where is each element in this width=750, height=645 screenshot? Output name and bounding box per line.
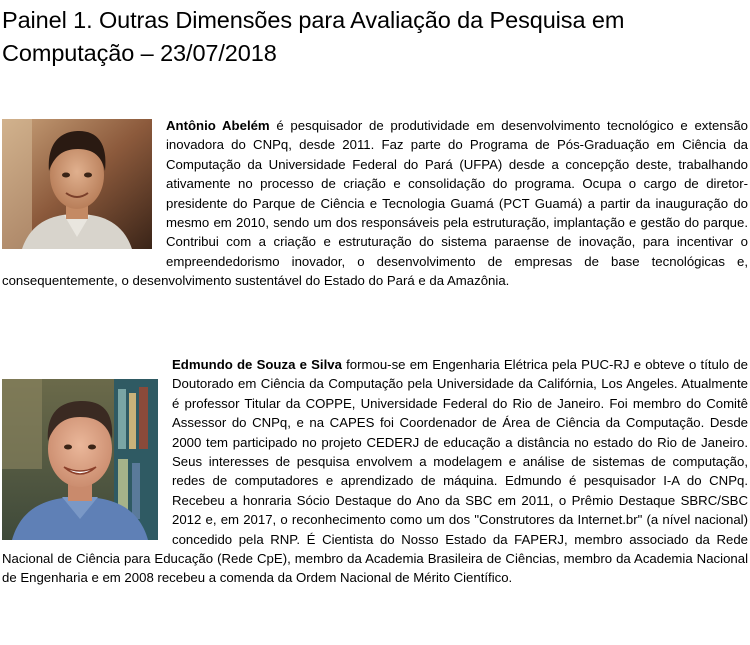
portrait-photo: [2, 119, 152, 249]
page-title: Painel 1. Outras Dimensões para Avaliação da Pesquisa em Computação – 23/07/2018: [2, 7, 625, 66]
bio-name: Edmundo de Souza e Silva: [172, 357, 342, 372]
bio-name: Antônio Abelém: [166, 118, 270, 133]
bio-text: formou-se em Engenharia Elétrica pela PUC-RJ e obteve o título de Doutorado em Ciência da Computação pela Universidade da Califórnia, Los Angeles. Atualmente é professor Titular da COPPE, Universidade Federal do Rio de Janeiro. Foi membro do Comitê Assessor do CNPq, e na CAPES foi Coordenador de Área de Ciência da Computação. Desde 2000 tem participado no projeto CEDERJ de educação a distância no estado do Rio de Janeiro. Seus interesses de pesquisa envolvem a modelagem e análise de sistemas de computação, redes de computadores e aprendizado de máquina. Edmundo é pesquisador I-A do CNPq. Recebeu a honraria Sócio Destaque do Ano da SBC em 2011, o Prêmio Destaque SBRC/SBC 2012 e, em 2017, o reconhecimento como um dos "Construtores da Internet.br" (a nível nacional) concedido pela RNP. É Cientista do Nosso Estado da FAPERJ, membro associado da Rede Nacional de Ciência para Educação (Rede CpE), membro da Academia Brasileira de Ciências, membro da Academia Nacional de Engenharia e em 2008 recebeu a comenda da Ordem Nacional de Mérito Científico.: [2, 357, 748, 586]
bio-edmundo-de-souza-e-silva: [2, 355, 748, 588]
bio-text: é pesquisador de produtividade em desenvolvimento tecnológico e extensão inovadora do CNPq, desde 2011. Faz parte do Programa de Pós-Graduação em Ciência da Computação da Universidade Federal do Pará (UFPA) desde a concepção deste, trabalhando ativamente no processo de criação e consolidação do programa. Ocupa o cargo de diretor-presidente do Parque de Ciência e Tecnologia Guamá (PCT Guamá) a partir da inauguração do mesmo em 2010, sendo um dos responsáveis pela estruturação, implantação e gestão do parque. Contribui com a criação e estruturação do sistema paraense de inovação, para incentivar o empreendedorismo inovador, o desenvolvimento de empresas de base tecnológicas e, consequentemente, o desenvolvimento sustentável do Estado do Pará e da Amazônia.: [2, 118, 748, 289]
bio-antonio-abelem: [2, 116, 748, 291]
portrait-photo: [2, 379, 158, 540]
